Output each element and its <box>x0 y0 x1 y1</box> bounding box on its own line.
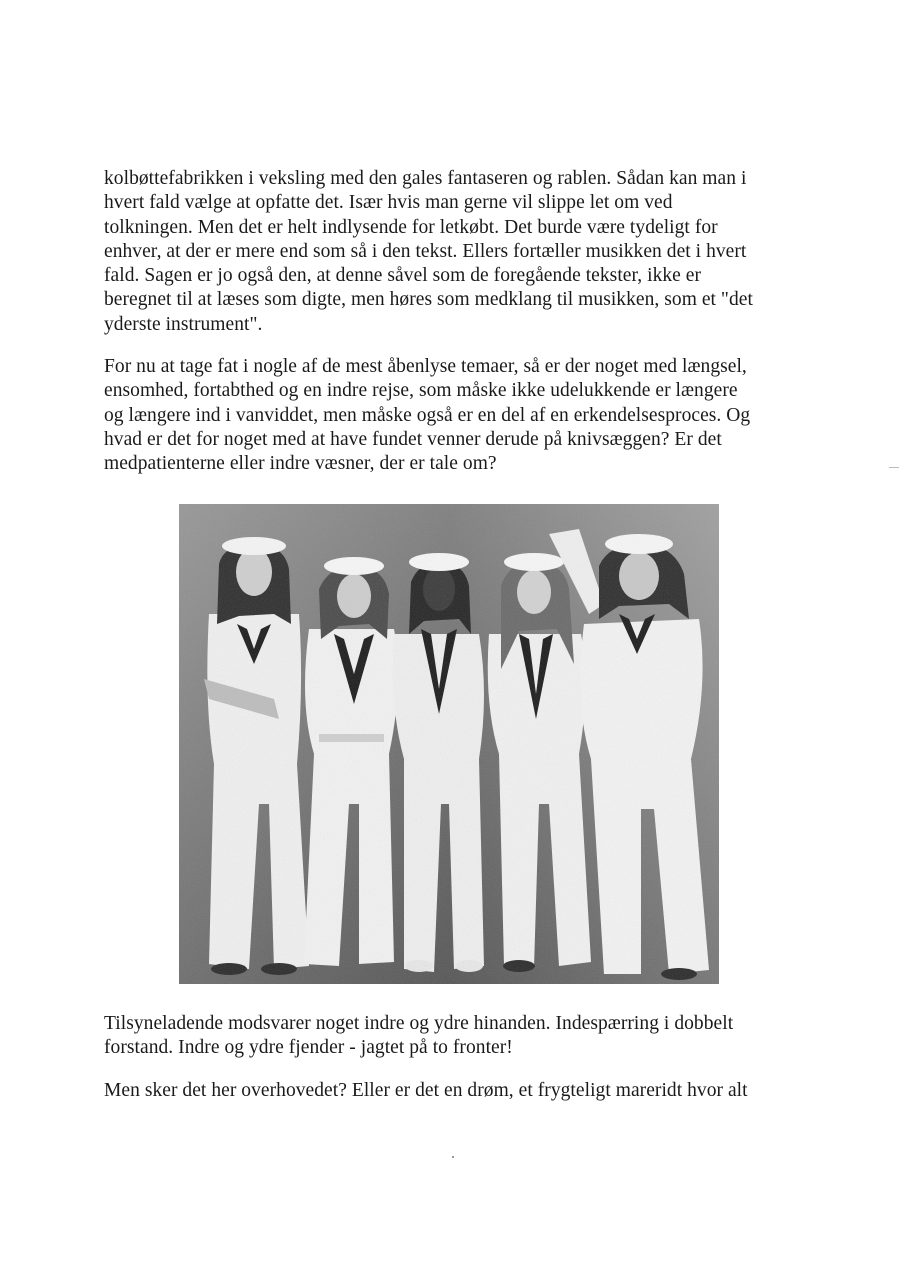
scan-mark <box>889 467 899 468</box>
paragraph-3: Tilsyneladende modsvarer noget indre og ydre hinanden. Indespærring i dobbelt forstand. Indre og ydre fjender - jagtet på to fronter! <box>104 1013 734 1059</box>
scan-dot <box>452 1156 454 1158</box>
paragraph-1: kolbøttefabrikken i veksling med den gales fantaseren og rablen. Sådan kan man i hvert fald vælge at opfatte det. Især hvis man gerne vil slippe let om ved tolkningen. Men det er helt indlysende for letkøbt. Det burde være tydeligt for enhver, at der er mere end som så i den tekst. Ellers fortæller musikken det i hvert fald. Sagen er jo også den, at denne såvel som de foregående tekster, ikke er beregnet til at læses som digte, men høres som medklang til musikken, som et "det yderste instrument". <box>104 168 753 335</box>
paragraph-4: Men sker det her overhovedet? Eller er det en drøm, et frygteligt mareridt hvor alt <box>104 1080 748 1101</box>
paragraph-2: For nu at tage fat i nogle af de mest åbenlyse temaer, så er der noget med længsel, ensomhed, fortabthed og en indre rejse, som måske ikke udelukkende er længere og længere ind i vanviddet, men måske også er en del af en erkendelsesproces. Og hvad er det for noget med at have fundet venner derude på knivsæggen? Er det medpatienterne eller indre væsner, der er tale om? <box>104 356 751 475</box>
band-photo <box>179 504 719 984</box>
